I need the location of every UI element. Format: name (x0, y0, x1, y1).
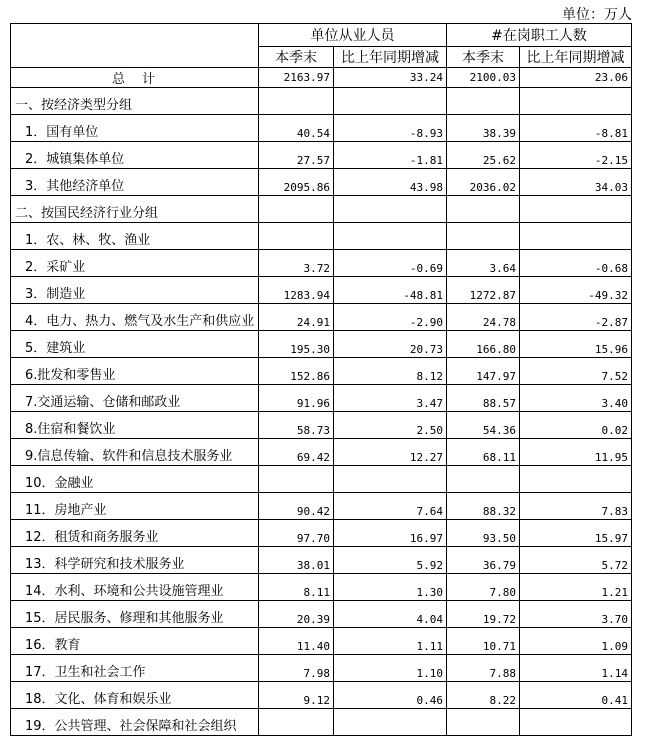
total-row (11, 68, 632, 88)
cell-value-4: 1.21 (520, 574, 632, 601)
cell-value-3 (447, 88, 520, 115)
cell-value-3: 8.22 (447, 682, 520, 709)
cell-value-3: 7.88 (447, 655, 520, 682)
cell-value-2 (334, 466, 447, 493)
header-corner (11, 24, 259, 47)
cell-value-4: 3.70 (520, 601, 632, 628)
cell-value-2: -48.81 (334, 277, 447, 304)
cell-value-1: 8.11 (259, 574, 334, 601)
cell-value-4: 1.14 (520, 655, 632, 682)
cell-value-4 (520, 466, 632, 493)
section-row (11, 88, 632, 115)
cell-value-4: -2.87 (520, 304, 632, 331)
cell-value-2 (334, 88, 447, 115)
cell-value-4: 0.02 (520, 412, 632, 439)
section-label: 二、按国民经济行业分组 (11, 196, 259, 223)
table-row (11, 493, 632, 520)
cell-value-1: 24.91 (259, 304, 334, 331)
cell-value-4 (520, 223, 632, 250)
table-row (11, 628, 632, 655)
cell-value-4: 7.83 (520, 493, 632, 520)
row-label: 1．农、林、牧、渔业 (11, 223, 259, 250)
cell-value-2: -8.93 (334, 115, 447, 142)
row-label: 1．国有单位 (11, 115, 259, 142)
cell-value-3 (447, 466, 520, 493)
cell-value-2 (334, 223, 447, 250)
total-value-3: 2100.03 (447, 68, 520, 88)
cell-value-4: 7.52 (520, 358, 632, 385)
cell-value-3: 166.80 (447, 331, 520, 358)
cell-value-1: 69.42 (259, 439, 334, 466)
cell-value-1: 40.54 (259, 115, 334, 142)
row-label: 2．采矿业 (11, 250, 259, 277)
cell-value-3: 68.11 (447, 439, 520, 466)
cell-value-4: 3.40 (520, 385, 632, 412)
cell-value-3: 24.78 (447, 304, 520, 331)
cell-value-2: 4.04 (334, 601, 447, 628)
cell-value-2 (334, 196, 447, 223)
row-label: 7.交通运输、仓储和邮政业 (11, 385, 259, 412)
row-label: 11．房地产业 (11, 493, 259, 520)
row-label: 3．制造业 (11, 277, 259, 304)
cell-value-3: 38.39 (447, 115, 520, 142)
table-row (11, 169, 632, 196)
cell-value-3: 54.36 (447, 412, 520, 439)
header-col-period-2: 本季末 (447, 47, 520, 68)
cell-value-2: 43.98 (334, 169, 447, 196)
cell-value-1 (259, 466, 334, 493)
row-label: 6.批发和零售业 (11, 358, 259, 385)
row-label: 5．建筑业 (11, 331, 259, 358)
row-label: 10．金融业 (11, 466, 259, 493)
header-col-period-1: 本季末 (259, 47, 334, 68)
cell-value-4: -0.68 (520, 250, 632, 277)
cell-value-3: 19.72 (447, 601, 520, 628)
cell-value-3: 10.71 (447, 628, 520, 655)
table-row (11, 547, 632, 574)
header-group-onpost: #在岗职工人数 (447, 24, 632, 47)
row-label: 16．教育 (11, 628, 259, 655)
row-label: 17．卫生和社会工作 (11, 655, 259, 682)
row-label: 18．文化、体育和娱乐业 (11, 682, 259, 709)
cell-value-1: 91.96 (259, 385, 334, 412)
cell-value-4: -49.32 (520, 277, 632, 304)
cell-value-3: 25.62 (447, 142, 520, 169)
table-row (11, 385, 632, 412)
cell-value-2: 1.30 (334, 574, 447, 601)
cell-value-2: -2.90 (334, 304, 447, 331)
table-row (11, 520, 632, 547)
cell-value-3 (447, 223, 520, 250)
table-row (11, 574, 632, 601)
cell-value-3: 7.80 (447, 574, 520, 601)
cell-value-1: 9.12 (259, 682, 334, 709)
cell-value-1: 7.98 (259, 655, 334, 682)
header-row-2 (11, 47, 632, 68)
cell-value-2: 16.97 (334, 520, 447, 547)
row-label: 8.住宿和餐饮业 (11, 412, 259, 439)
cell-value-2: 2.50 (334, 412, 447, 439)
table-row (11, 601, 632, 628)
cell-value-2: 8.12 (334, 358, 447, 385)
section-label: 一、按经济类型分组 (11, 88, 259, 115)
header-col-change-1: 比上年同期增减 (334, 47, 447, 68)
cell-value-4: 0.41 (520, 682, 632, 709)
cell-value-2: -1.81 (334, 142, 447, 169)
cell-value-3: 147.97 (447, 358, 520, 385)
cell-value-4: 15.97 (520, 520, 632, 547)
cell-value-3: 88.32 (447, 493, 520, 520)
cell-value-1 (259, 223, 334, 250)
cell-value-3: 1272.87 (447, 277, 520, 304)
cell-value-1: 58.73 (259, 412, 334, 439)
cell-value-2: 7.64 (334, 493, 447, 520)
cell-value-3: 36.79 (447, 547, 520, 574)
total-label: 总 计 (11, 68, 259, 88)
table-row (11, 331, 632, 358)
cell-value-4: 34.03 (520, 169, 632, 196)
cell-value-1: 2095.86 (259, 169, 334, 196)
total-value-1: 2163.97 (259, 68, 334, 88)
cell-value-4: -8.81 (520, 115, 632, 142)
cell-value-3 (447, 196, 520, 223)
row-label: 3．其他经济单位 (11, 169, 259, 196)
cell-value-3: 2036.02 (447, 169, 520, 196)
cell-value-4: -2.15 (520, 142, 632, 169)
header-row-1 (11, 24, 632, 47)
cell-value-4: 11.95 (520, 439, 632, 466)
cell-value-2: 0.46 (334, 682, 447, 709)
row-label: 2．城镇集体单位 (11, 142, 259, 169)
cell-value-1: 27.57 (259, 142, 334, 169)
employment-table (10, 23, 632, 736)
table-row (11, 142, 632, 169)
table-row (11, 655, 632, 682)
cell-value-4 (520, 88, 632, 115)
table-row (11, 358, 632, 385)
cell-value-1: 195.30 (259, 331, 334, 358)
cell-value-1: 1283.94 (259, 277, 334, 304)
cell-value-4: 1.09 (520, 628, 632, 655)
cell-value-2: 20.73 (334, 331, 447, 358)
table-row (11, 250, 632, 277)
cell-value-1: 11.40 (259, 628, 334, 655)
cell-value-4: 15.96 (520, 331, 632, 358)
header-col-change-2: 比上年同期增减 (520, 47, 632, 68)
cell-value-2: 3.47 (334, 385, 447, 412)
row-label: 14．水利、环境和公共设施管理业 (11, 574, 259, 601)
total-value-2: 33.24 (334, 68, 447, 88)
cell-value-2: -0.69 (334, 250, 447, 277)
cell-value-1 (259, 196, 334, 223)
table-row (11, 115, 632, 142)
row-label: 19．公共管理、社会保障和社会组织 (11, 709, 259, 736)
cell-value-2: 1.11 (334, 628, 447, 655)
table-row (11, 412, 632, 439)
cell-value-1: 3.72 (259, 250, 334, 277)
cell-value-1 (259, 88, 334, 115)
table-row (11, 439, 632, 466)
table-row (11, 682, 632, 709)
table-row (11, 277, 632, 304)
row-label: 13．科学研究和技术服务业 (11, 547, 259, 574)
header-group-staff: 单位从业人员 (259, 24, 447, 47)
total-value-4: 23.06 (520, 68, 632, 88)
cell-value-2: 12.27 (334, 439, 447, 466)
row-label: 15．居民服务、修理和其他服务业 (11, 601, 259, 628)
table-row (11, 223, 632, 250)
unit-label: 单位：万人 (562, 7, 632, 23)
cell-value-2: 1.10 (334, 655, 447, 682)
cell-value-1: 90.42 (259, 493, 334, 520)
header-corner-lower (11, 47, 259, 68)
cell-value-2: 5.92 (334, 547, 447, 574)
row-label: 4．电力、热力、燃气及水生产和供应业 (11, 304, 259, 331)
row-label: 12．租赁和商务服务业 (11, 520, 259, 547)
cell-value-4 (520, 196, 632, 223)
cell-value-4: 5.72 (520, 547, 632, 574)
cell-value-1: 152.86 (259, 358, 334, 385)
cell-value-1: 38.01 (259, 547, 334, 574)
cell-value-3: 93.50 (447, 520, 520, 547)
table-row (11, 466, 632, 493)
table-row (11, 304, 632, 331)
row-label: 9.信息传输、软件和信息技术服务业 (11, 439, 259, 466)
cell-value-3: 88.57 (447, 385, 520, 412)
cell-value-3: 3.64 (447, 250, 520, 277)
cell-value-1: 20.39 (259, 601, 334, 628)
section-row (11, 196, 632, 223)
cell-value-1: 97.70 (259, 520, 334, 547)
